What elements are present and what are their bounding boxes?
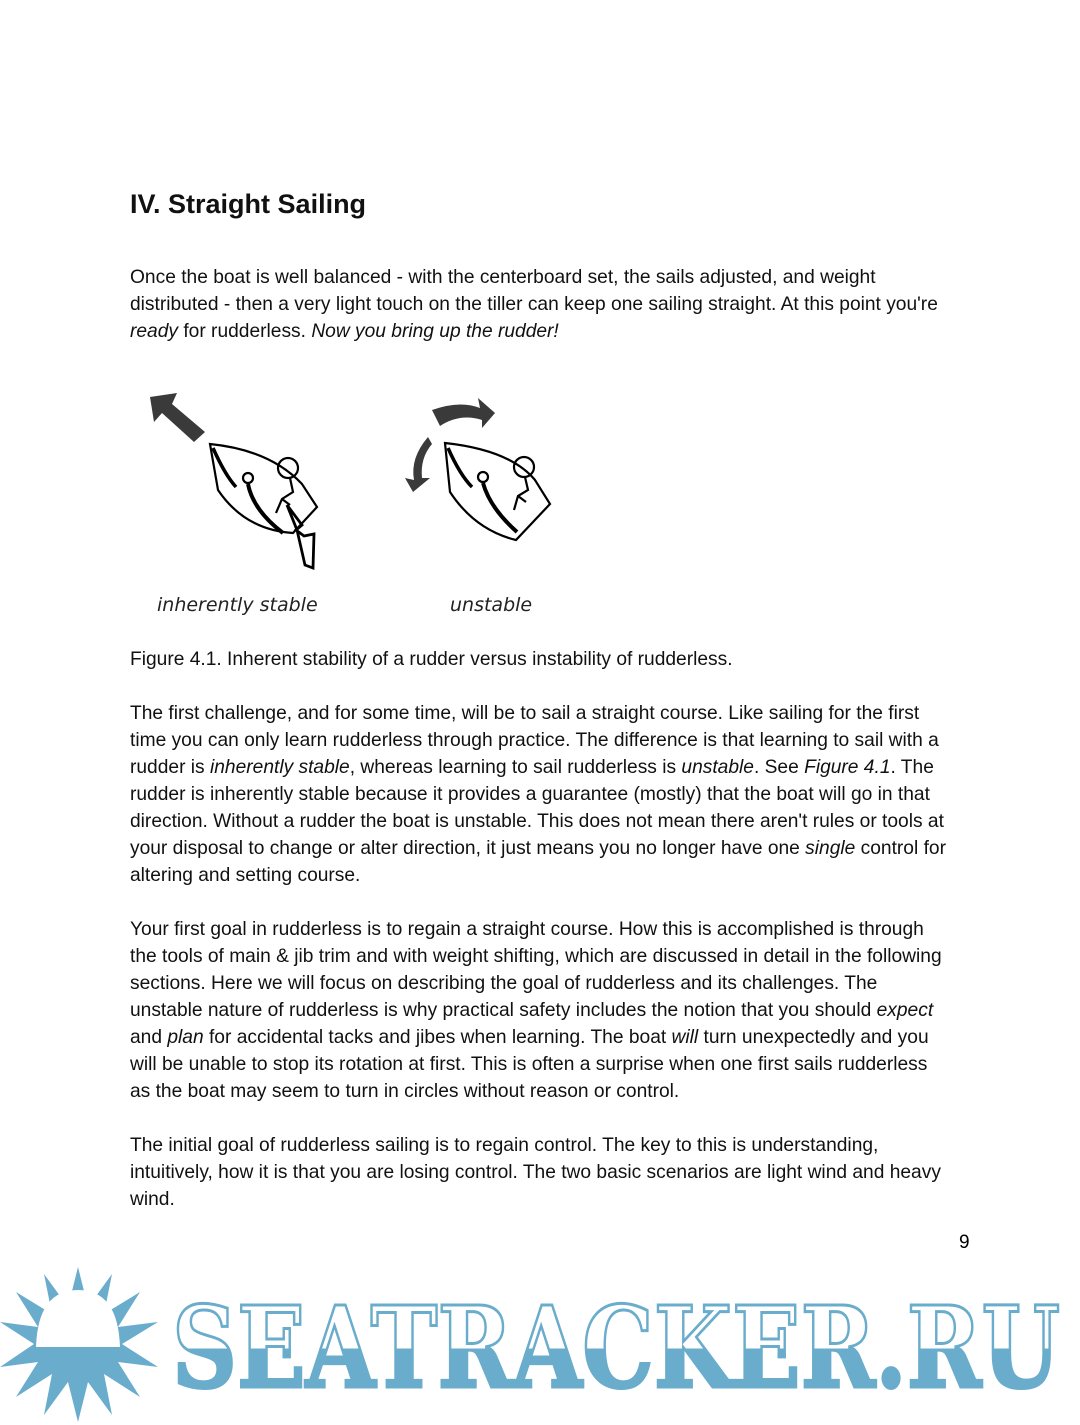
- text-line: [130, 1132, 941, 1159]
- text-segment: altering and setting course.: [130, 865, 361, 886]
- boat-without-rudder-icon: [445, 443, 550, 540]
- text-line: [130, 727, 946, 754]
- boat-with-rudder-icon: [210, 444, 317, 568]
- text-segment: unstable nature of rudderless is why practical safety includes the notion that you should: [130, 1000, 877, 1021]
- text-line: [130, 781, 946, 808]
- text-segment: Figure 4.1. Inherent stability of a rudder versus instability of rudderless.: [130, 649, 733, 670]
- text-line: [130, 916, 942, 943]
- text-segment: rudder is: [130, 757, 210, 778]
- text-line: [130, 835, 946, 862]
- text-segment: for accidental tacks and jibes when learning. The boat: [203, 1027, 672, 1048]
- paragraph-first-challenge: [130, 700, 946, 889]
- text-line: [130, 291, 938, 318]
- text-segment: time you can only learn rudderless through practice. The difference is that learning to sail with a: [130, 730, 939, 751]
- rotation-arrows-icon: [405, 398, 495, 492]
- text-line: [130, 318, 938, 345]
- text-segment: Your first goal in rudderless is to regain a straight course. How this is accomplished is through: [130, 919, 924, 940]
- text-line: [130, 264, 938, 291]
- text-line: [130, 970, 942, 997]
- paragraph-intro: [130, 264, 938, 345]
- text-segment: as the boat may seem to turn in circles without reason or control.: [130, 1081, 680, 1102]
- italic-text: single: [805, 838, 856, 859]
- italic-text: expect: [876, 1000, 934, 1021]
- sun-icon: [0, 1267, 158, 1422]
- seatracker-watermark-logo: [0, 1262, 1080, 1425]
- text-segment: for rudderless.: [178, 321, 312, 342]
- italic-text: Now you bring up the rudder!: [311, 321, 559, 342]
- text-segment: and: [130, 1027, 168, 1048]
- text-line: [130, 1078, 942, 1105]
- italic-text: ready: [130, 321, 178, 342]
- boat-stability-illustration: [130, 380, 570, 630]
- text-segment: the tools of main & jib trim and with weight shifting, which are discussed in detail in the following: [130, 946, 942, 967]
- text-line: [130, 943, 942, 970]
- text-line: [130, 1186, 941, 1213]
- text-segment: . The: [890, 757, 934, 778]
- paragraph-initial-goal: [130, 1132, 941, 1213]
- italic-text: Figure 4.1: [804, 757, 891, 778]
- text-segment: direction. Without a rudder the boat is unstable. This does not mean there aren't rules or tools at: [130, 811, 944, 832]
- text-segment: rudder is inherently stable because it provides a guarantee (mostly) that the boat will go in that: [130, 784, 930, 805]
- text-line: [130, 1051, 942, 1078]
- text-line: [130, 1024, 942, 1051]
- text-segment: sections. Here we will focus on describing the goal of rudderless and its challenges. The: [130, 973, 878, 994]
- text-line: [130, 997, 942, 1024]
- text-segment: The first challenge, and for some time, will be to sail a straight course. Like sailing for the first: [130, 703, 920, 724]
- text-segment: will be unable to stop its rotation at first. This is often a surprise when one first sails rudderless: [130, 1054, 928, 1075]
- page-number: 9: [959, 1232, 970, 1253]
- italic-text: plan: [167, 1027, 204, 1048]
- text-segment: control for: [855, 838, 946, 859]
- text-line: [130, 808, 946, 835]
- italic-text: unstable: [681, 757, 754, 778]
- text-line: [130, 646, 733, 673]
- text-segment: intuitively, how it is that you are losing control. The two basic scenarios are light wind and heavy: [130, 1162, 941, 1183]
- text-line: [130, 754, 946, 781]
- italic-text: inherently stable: [209, 757, 350, 778]
- label-unstable: unstable: [450, 594, 533, 616]
- figure-caption: [130, 646, 733, 673]
- text-line: [130, 700, 946, 727]
- text-line: [130, 1159, 941, 1186]
- text-segment: . See: [753, 757, 805, 778]
- text-segment: your disposal to change or alter direction, it just means you no longer have one: [130, 838, 806, 859]
- svg-text:SEATRACKER.RU: SEATRACKER.RU: [172, 1283, 1060, 1414]
- text-segment: distributed - then a very light touch on the tiller can keep one sailing straight. At this point you're: [130, 294, 938, 315]
- text-segment: Once the boat is well balanced - with the centerboard set, the sails adjusted, and weight: [130, 267, 876, 288]
- text-line: [130, 862, 946, 889]
- direction-arrow-icon: [150, 393, 205, 442]
- label-inherently-stable: inherently stable: [157, 594, 318, 616]
- paragraph-first-goal: [130, 916, 942, 1105]
- text-segment: , whereas learning to sail rudderless is: [349, 757, 682, 778]
- text-segment: turn unexpectedly and you: [698, 1027, 929, 1048]
- text-segment: wind.: [130, 1189, 175, 1210]
- figure-4-1: [130, 380, 570, 630]
- section-heading: IV. Straight Sailing: [130, 189, 367, 219]
- text-segment: The initial goal of rudderless sailing is to regain control. The key to this is understanding,: [130, 1135, 879, 1156]
- italic-text: will: [671, 1027, 699, 1048]
